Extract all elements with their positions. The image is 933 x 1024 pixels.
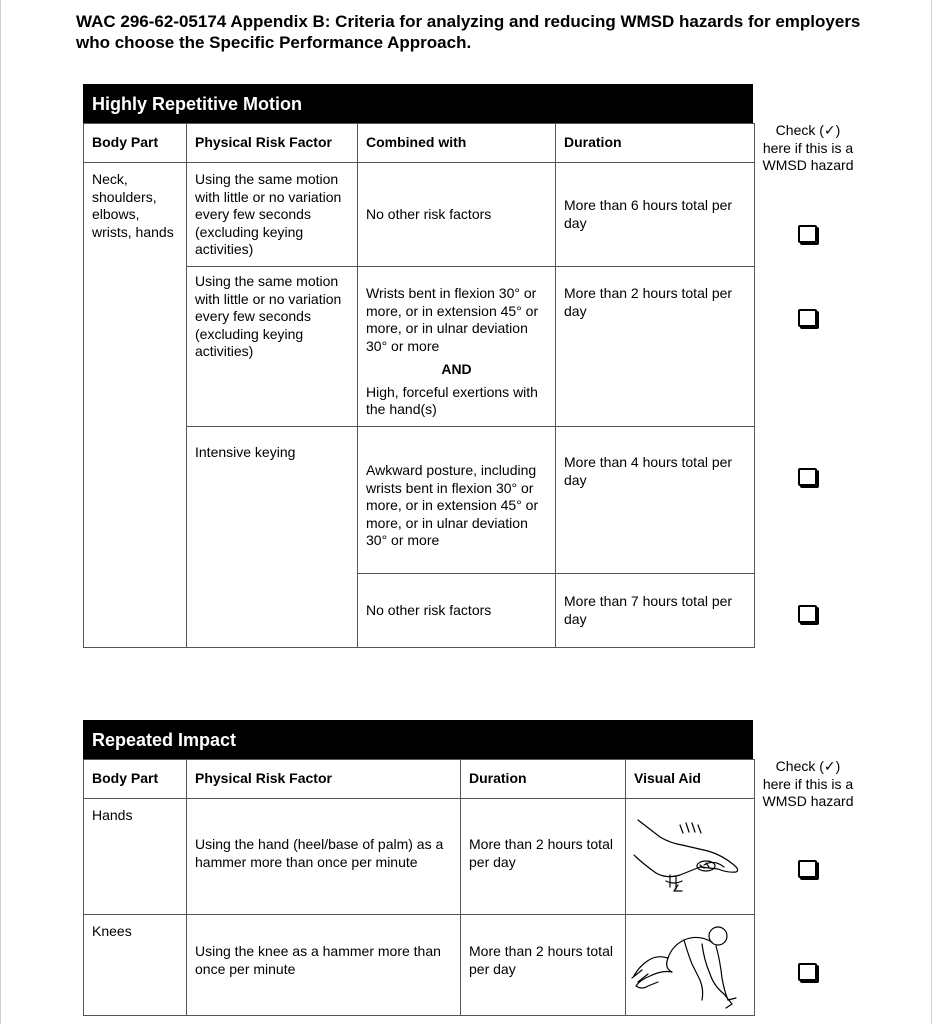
risk-factor-cell: Using the knee as a hammer more than once per minute	[187, 915, 461, 1016]
check-instruction: Check (✓) here if this is a WMSD hazard	[762, 758, 854, 809]
duration-cell: More than 2 hours total per day	[461, 915, 626, 1016]
combined-with-cell: No other risk factors	[358, 163, 556, 267]
hazard-checkbox[interactable]	[798, 225, 817, 243]
hazard-checkbox[interactable]	[798, 860, 817, 878]
duration-cell: More than 7 hours total per day	[556, 574, 755, 648]
col-header-duration: Duration	[461, 760, 626, 799]
table-row	[84, 163, 755, 267]
combined-condition-a: Wrists bent in flexion 30° or more, or in extension 45° or more, or in ulnar deviation 30° or more	[366, 285, 539, 354]
hazard-checkbox[interactable]	[798, 963, 817, 981]
combined-with-cell: Awkward posture, including wrists bent in flexion 30° or more, or in extension 45° or more, or in ulnar deviation 30° or more	[358, 427, 556, 574]
risk-factor-cell: Using the same motion with little or no variation every few seconds (excluding keying activities)	[187, 163, 358, 267]
hazard-checkbox[interactable]	[798, 605, 817, 623]
col-header-risk-factor: Physical Risk Factor	[187, 124, 358, 163]
body-part-cell: Hands	[84, 799, 187, 915]
duration-cell: More than 2 hours total per day	[461, 799, 626, 915]
risk-factor-cell: Intensive keying	[187, 427, 358, 648]
col-header-body-part: Body Part	[84, 760, 187, 799]
table-header-row	[84, 124, 755, 163]
col-header-combined-with: Combined with	[358, 124, 556, 163]
col-header-body-part: Body Part	[84, 124, 187, 163]
section-heading-repeated-impact: Repeated Impact	[83, 720, 753, 760]
col-header-risk-factor: Physical Risk Factor	[187, 760, 461, 799]
col-header-visual-aid: Visual Aid	[626, 760, 755, 799]
body-part-cell: Knees	[84, 915, 187, 1016]
body-part-cell: Neck, shoulders, elbows, wrists, hands	[84, 163, 187, 648]
duration-cell: More than 2 hours total per day	[556, 267, 755, 427]
combined-with-cell	[358, 267, 556, 427]
hand-hammering-icon	[630, 815, 748, 895]
page-edge-right	[931, 0, 932, 1024]
combined-and-label: AND	[441, 361, 472, 377]
risk-factor-cell: Using the hand (heel/base of palm) as a hammer more than once per minute	[187, 799, 461, 915]
check-instruction: Check (✓) here if this is a WMSD hazard	[762, 122, 854, 173]
table-header-row	[84, 760, 755, 799]
section-heading-repetitive-motion: Highly Repetitive Motion	[83, 84, 753, 124]
hazard-checkbox[interactable]	[798, 309, 817, 327]
risk-factor-cell: Using the same motion with little or no variation every few seconds (excluding keying activities)	[187, 267, 358, 427]
duration-cell: More than 6 hours total per day	[556, 163, 755, 267]
repetitive-motion-table	[83, 123, 755, 648]
duration-cell: More than 4 hours total per day	[556, 427, 755, 574]
document-title: WAC 296-62-05174 Appendix B: Criteria for analyzing and reducing WMSD hazards for employers who choose the Specific Performance Approach.	[76, 12, 861, 52]
combined-with-cell: No other risk factors	[358, 574, 556, 648]
col-header-duration: Duration	[556, 124, 755, 163]
combined-condition-b: High, forceful exertions with the hand(s)	[366, 383, 538, 417]
page-edge-left	[0, 0, 1, 1024]
kneeling-worker-icon	[628, 920, 746, 1012]
hazard-checkbox[interactable]	[798, 468, 817, 486]
